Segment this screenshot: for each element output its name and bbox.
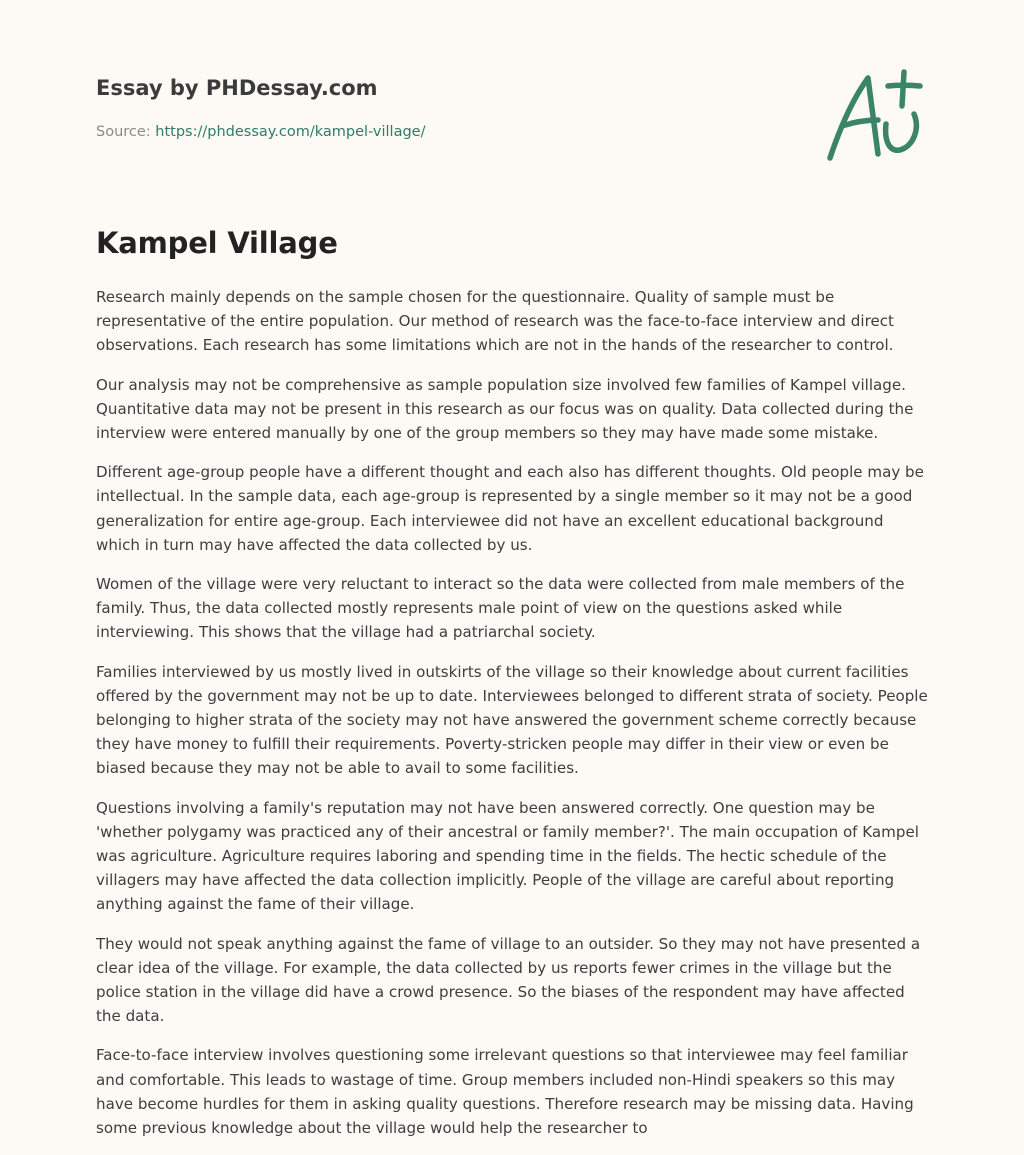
source-line [96, 124, 425, 140]
source-link[interactable]: https://phdessay.com/kampel-village/ [155, 124, 426, 140]
essay-page [96, 0, 928, 1138]
essay-paragraph: Face-to-face interview involves questioning some irrelevant questions so that interviewee may feel familiar and comfortable. This leads to wastage of time. Group members included non-Hindi speakers so this may have become hurdles for them in asking quality questions. Therefore research may be missing data. Having some previous knowledge about the village would help the researcher to [96, 1046, 914, 1138]
essay-body [96, 285, 928, 1155]
essay-paragraph: Questions involving a family's reputation may not have been answered correctly. One question may be 'whether polygamy was practiced any of their ancestral or family member?'. The main occupation of Kampel was agriculture. Agriculture requires laboring and spending time in the fields. The hectic schedule of the villagers may have affected the data collection implicitly. People of the village are careful about reporting anything against the fame of their village. [96, 798, 919, 914]
essay-paragraph: Different age-group people have a different thought and each also has different thoughts. Old people may be intellectual. In the sample data, each age-group is represented by a single member so it may not be a good generalization for entire age-group. Each interviewee did not have an excellent educational background which in turn may have affected the data collected by us. [96, 463, 924, 554]
essay-paragraph: Women of the village were very reluctant to interact so the data were collected from male members of the family. Thus, the data collected mostly represents male point of view on the questions asked while interviewing. This shows that the village had a patriarchal society. [96, 575, 905, 642]
header [96, 0, 928, 260]
essay-paragraph: Families interviewed by us mostly lived in outskirts of the village so their knowledge about current facilities offered by the government may not be up to date. Interviewees belonged to different strata of society. People belonging to higher strata of the society may not have answered the government scheme correctly because they have money to fulfill their requirements. Poverty-stricken people may differ in their view or even be biased because they may not be able to avail to some facilities. [96, 662, 928, 778]
a-plus-grade-icon [824, 66, 928, 166]
source-label: Source: [96, 124, 151, 140]
brand-title: Essay by PHDessay.com [96, 76, 378, 100]
essay-paragraph: Research mainly depends on the sample chosen for the questionnaire. Quality of sample must be representative of the entire population. Our method of research was the face-to-face interview and direct observations. Each research has some limitations which are not in the hands of the researcher to control. [96, 288, 894, 355]
essay-paragraph: They would not speak anything against the fame of village to an outsider. So they may not have presented a clear idea of the village. For example, the data collected by us reports fewer crimes in the village but the police station in the village did have a crowd presence. So the biases of the respondent may have affected the data. [96, 934, 921, 1026]
essay-title: Kampel Village [96, 226, 338, 260]
essay-paragraph: Our analysis may not be comprehensive as sample population size involved few families of Kampel village. Quantitative data may not be present in this research as our focus was on quality. Data collected during the interview were entered manually by one of the group members so they may have made some mistake. [96, 375, 914, 443]
